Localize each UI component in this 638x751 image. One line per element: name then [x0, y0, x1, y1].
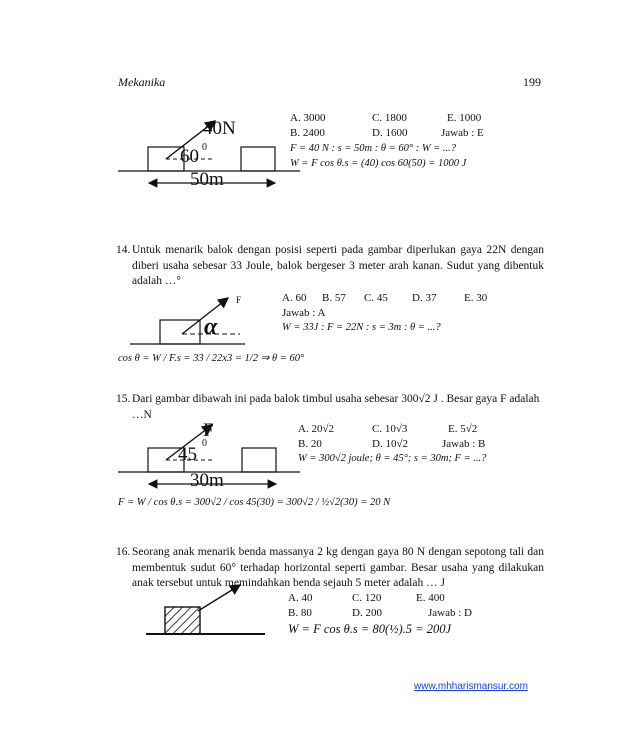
page-number: 199	[523, 75, 541, 89]
q14-text: Untuk menarik balok dengan posisi seperti pada gambar diperlukan gaya 22N dengan diberi usaha sebesar 33 Joule, balok bergeser 3 meter arah kanan. Sudut yang dibentuk adalah …°	[132, 244, 544, 287]
q13-solution: W = F cos θ.s = (40) cos 60(50) = 1000 J	[290, 158, 467, 169]
q15-solution: F = W / cos θ.s = 300√2 / cos 45(30) = 300√2 / ½√2(30) = 20 N	[118, 497, 391, 508]
q13-angle-degree: 0	[202, 142, 207, 153]
q13-option-a: A. 3000	[290, 112, 326, 124]
q14-number: 14.	[116, 244, 131, 256]
q13-option-d: D. 1600	[372, 127, 408, 139]
q15-distance-label: 30m	[190, 470, 224, 491]
q14-option-e: E. 30	[464, 292, 488, 304]
q15-force-label: F	[203, 420, 214, 441]
q15-answer: Jawab : B	[442, 438, 486, 450]
q15-angle-label: 45	[178, 444, 197, 465]
block-end	[242, 448, 276, 472]
q16-option-d: D. 200	[352, 607, 382, 619]
diagram-q16	[146, 585, 265, 634]
q13-answer: Jawab : E	[441, 127, 484, 139]
q14-angle-label: α	[204, 314, 218, 340]
q13-option-e: E. 1000	[447, 112, 482, 124]
block-end	[241, 147, 275, 171]
q14-solution: cos θ = W / F.s = 33 / 22x3 = 1/2 ⇒ θ = 60°	[118, 353, 305, 364]
q15-option-e: E. 5√2	[448, 423, 478, 435]
q16-option-c: C. 120	[352, 592, 382, 604]
q14-option-a: A. 60	[282, 292, 307, 304]
q15-option-d: D. 10√2	[372, 438, 408, 450]
q16-option-a: A. 40	[288, 592, 313, 604]
q16-text: Seorang anak menarik benda massanya 2 kg dengan gaya 80 N dengan sepotong tali dan membentuk sudut 60° terhadap horizontal seperti gambar. Besar usaha yang dilakukan anak tersebut untuk memindahkan benda sejauh 5 meter adalah … J	[132, 546, 544, 589]
q14-answer: Jawab : A	[282, 307, 326, 319]
diagram-q14	[130, 298, 245, 344]
q13-option-b: B. 2400	[290, 127, 325, 139]
q16-number: 16.	[116, 546, 131, 558]
q16-option-e: E. 400	[416, 592, 445, 604]
q13-angle-label: 60	[180, 146, 199, 167]
q14-option-c: C. 45	[364, 292, 388, 304]
q13-distance-label: 50m	[190, 169, 224, 190]
q13-option-c: C. 1800	[372, 112, 407, 124]
running-header-title: Mekanika	[118, 75, 166, 89]
q13-given: F = 40 N : s = 50m : θ = 60° : W = ...?	[290, 143, 457, 154]
hatched-box	[165, 607, 200, 634]
q14-given: W = 33J : F = 22N : s = 3m : θ = ...?	[282, 322, 441, 333]
q15-option-a: A. 20√2	[298, 423, 334, 435]
q15-text: Dari gambar dibawah ini pada balok timbul usaha sebesar 300√2 J . Besar gaya F adalah …N	[132, 393, 540, 421]
q14-force-label: F	[236, 295, 242, 305]
q16-option-b: B. 80	[288, 607, 312, 619]
q15-option-c: C. 10√3	[372, 423, 408, 435]
q16-answer: Jawab : D	[428, 607, 472, 619]
q15-option-b: B. 20	[298, 438, 322, 450]
block	[160, 320, 200, 344]
q13-force-label: 40N	[203, 118, 236, 139]
q15-given: W = 300√2 joule; θ = 45°; s = 30m; F = ...?	[298, 453, 487, 464]
q14-option-b: B. 57	[322, 292, 346, 304]
q15-number: 15.	[116, 393, 131, 405]
q14-option-d: D. 37	[412, 292, 437, 304]
q15-angle-degree: 0	[202, 438, 207, 449]
q16-solution: W = F cos θ.s = 80(½).5 = 200J	[288, 622, 452, 636]
footer-url[interactable]: www.mhharismansur.com	[414, 681, 528, 692]
